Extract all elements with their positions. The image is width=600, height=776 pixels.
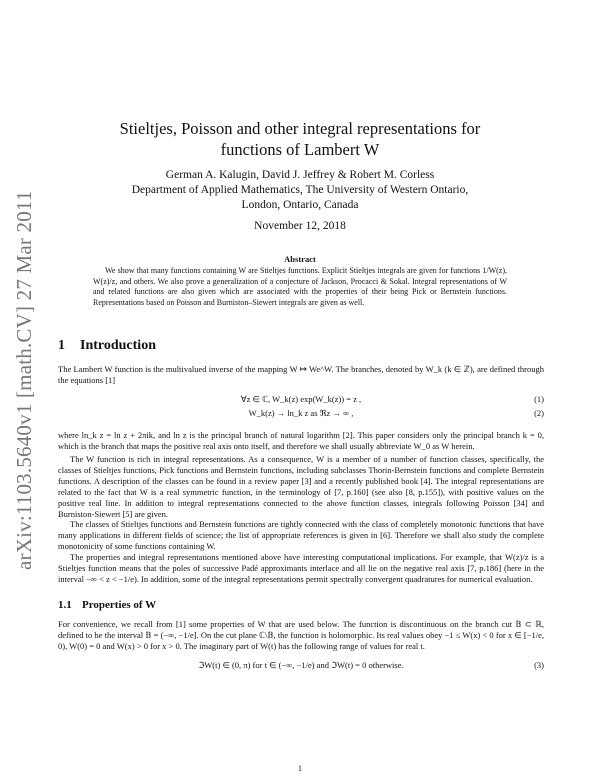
subsection-1-1-title: Properties of W xyxy=(82,599,157,611)
intro-paragraph-2: where ln_k z = ln z + 2πik, and ln z is the principal branch of natural logarithm [2]. This paper considers only the principal branch k = 0, which is the branch that maps the positive real axis onto itself, and therefore we shall usually abbreviate W_0 as W herein. xyxy=(58,430,544,451)
subsection-1-1-number: 1.1 xyxy=(58,599,72,611)
equation-1-body: ∀z ∈ ℂ, W_k(z) exp(W_k(z)) = z , xyxy=(240,394,362,404)
title-line-1: Stieltjes, Poisson and other integral representations for xyxy=(119,119,481,138)
equation-1 xyxy=(58,394,544,407)
title-line-2: functions of Lambert W xyxy=(220,140,380,159)
page-number: 1 xyxy=(298,764,302,773)
intro-paragraph-5: The properties and integral representations mentioned above have interesting computational implications. For example, that W(z)/z is a Stieltjes function means that the poles of successive Padé approximants interlace and all lie on the negative real axis [7, p.186] (here in the interval −∞ < z < −1/e). In addition, some of the integral representations permit spectrally convergent quadratures for numerical evaluation. xyxy=(58,552,544,584)
properties-paragraph: For convenience, we recall from [1] some properties of W that are used below. The function is discontinuous on the branch cut 𝔹 ⊂ ℝ, defined to be the interval 𝔹 = (−∞, −1/e]. On the cut plane ℂ\𝔹, the function is holomorphic. Its real values obey −1 ≤ W(x) < 0 for x ∈ [−1/e, 0), W(0) = 0 and W(x) > 0 for x > 0. The imaginary part of W(t) has the following range of values for real t. xyxy=(58,619,544,651)
abstract-heading: Abstract xyxy=(284,254,316,264)
intro-paragraph-3: The W function is rich in integral representations. As a consequence, W is a member of a number of function classes, specifically, the classes of Stieltjes functions, Pick functions and Bernstein functions, including subclasses Thorin-Bernstein functions and complete Bernstein functions. A description of the classes can be found in a review paper [3] and a recently published book [4]. The integral representations are related to the fact that W is a real symmetric function, in the terminology of [7, p.160] (see also [8, p.155]), with positive values on the positive real line. In addition to integral representations connected to the above function classes, integrals following Poisson [34] and Burniston-Siewert [5] are given. xyxy=(58,454,544,519)
author-names: German A. Kalugin, David J. Jeffrey & Robert M. Corless xyxy=(165,169,435,181)
intro-paragraph-1: The Lambert W function is the multivalued inverse of the mapping W ↦ We^W. The branches, denoted by W_k (k ∈ ℤ), are defined through the equations [1] xyxy=(58,364,544,385)
section-1-number: 1 xyxy=(58,338,65,353)
arxiv-stamp xyxy=(12,190,40,570)
equation-2-label: (2) xyxy=(534,408,544,418)
subsection-1-1-heading xyxy=(58,599,156,611)
section-1-title: Introduction xyxy=(80,338,156,353)
abstract-text: We show that many functions containing W are Stieltjes functions. Explicit Stieltjes integrals are given for functions 1/W(z), W(z)/z, and others. We also prove a generalization of a conjecture of Jackson, Procacci & Sokal. Integral representations of W and related functions are also given which are associated with the properties of their being Pick or Bernstein functions. Representations based on Poisson and Burniston–Siewert integrals are given as well. xyxy=(93,266,507,307)
equation-3-label: (3) xyxy=(534,660,544,670)
section-1-heading xyxy=(58,338,156,354)
arxiv-stamp-text: arXiv:1103.5640v1 [math.CV] 27 Mar 2011 xyxy=(12,190,36,570)
intro-paragraph-4: The classes of Stieltjes functions and Bernstein functions are tightly connected with the class of completely monotonic functions that have many applications in different fields of science; the list of appropriate references is given in [6]. Therefore we shall also study the complete monotonicity of some functions containing W. xyxy=(58,519,544,551)
paper-title xyxy=(80,118,520,160)
equation-3-body: ℑW(t) ∈ (0, π) for t ∈ (−∞, −1/e) and ℑW(t) = 0 otherwise. xyxy=(198,660,404,670)
affiliation-line-2: London, Ontario, Canada xyxy=(241,199,359,211)
equation-1-label: (1) xyxy=(534,394,544,404)
author-block xyxy=(80,168,520,213)
affiliation-line-1: Department of Applied Mathematics, The University of Western Ontario, xyxy=(131,184,469,196)
equation-3 xyxy=(58,660,544,673)
paper-date: November 12, 2018 xyxy=(254,220,346,232)
equation-2-body: W_k(z) → ln_k z as ℜz → ∞ , xyxy=(248,408,354,418)
equation-2 xyxy=(58,408,544,421)
